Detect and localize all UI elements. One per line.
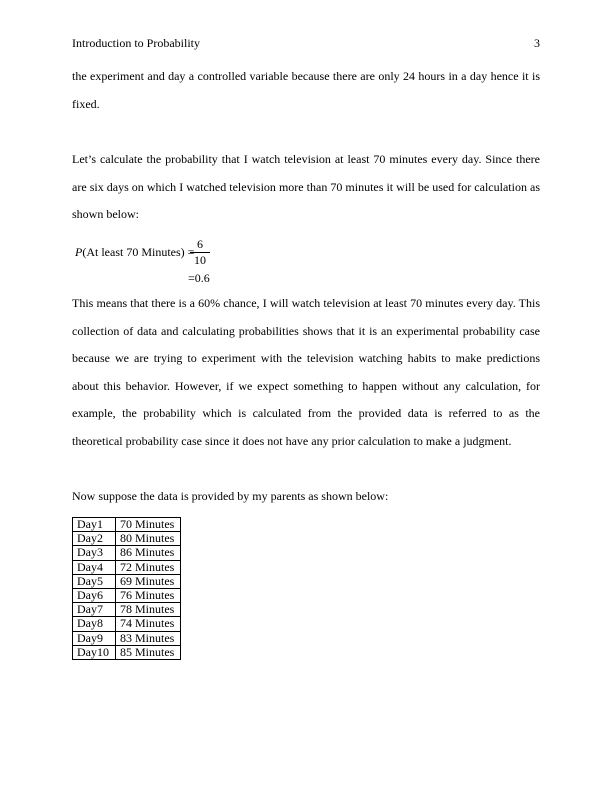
equation-equals: =	[187, 245, 195, 259]
day-cell: Day7	[73, 603, 116, 617]
equation-argument: (At least 70 Minutes)	[82, 245, 185, 259]
minutes-cell: 74 Minutes	[116, 617, 181, 631]
day-cell: Day8	[73, 617, 116, 631]
minutes-cell: 70 Minutes	[116, 518, 181, 532]
day-cell: Day9	[73, 631, 116, 645]
paragraph-explanation: This means that there is a 60% chance, I will watch television at least 70 minutes every day. This collection of data and calculating probabilities shows that it is an experimental probability case because we are trying to experiment with the television watching habits to make predictions about this behavior. However, if we expect something to happen without any calculation, for example, the probability which is calculated from the provided data is referred to as the theoretical probability case since it does not have any prior calculation to make a judgment.	[72, 296, 540, 448]
table-row	[73, 560, 181, 574]
minutes-cell: 72 Minutes	[116, 560, 181, 574]
equation-fraction	[188, 237, 212, 268]
table-row	[73, 532, 181, 546]
minutes-table	[72, 517, 181, 660]
minutes-cell: 83 Minutes	[116, 631, 181, 645]
minutes-cell: 80 Minutes	[116, 532, 181, 546]
paragraph-calculation-intro: Let’s calculate the probability that I watch television at least 70 minutes every day. Since there are six days on which I watched television more than 70 minutes it will be used for calculation as shown below:	[72, 152, 540, 222]
day-cell: Day6	[73, 589, 116, 603]
day-cell: Day2	[73, 532, 116, 546]
day-cell: Day1	[73, 518, 116, 532]
table-row	[73, 518, 181, 532]
minutes-cell: 85 Minutes	[116, 645, 181, 659]
table-row	[73, 589, 181, 603]
probability-equation	[75, 245, 194, 260]
minutes-cell: 78 Minutes	[116, 603, 181, 617]
fraction-denominator: 10	[194, 253, 206, 267]
minutes-cell: 76 Minutes	[116, 589, 181, 603]
table-row	[73, 645, 181, 659]
day-cell: Day4	[73, 560, 116, 574]
table-row	[73, 631, 181, 645]
day-cell: Day10	[73, 645, 116, 659]
day-cell: Day5	[73, 574, 116, 588]
table-row	[73, 574, 181, 588]
fraction-numerator: 6	[197, 237, 203, 251]
table-row	[73, 617, 181, 631]
minutes-cell: 69 Minutes	[116, 574, 181, 588]
paragraph-continued: the experiment and day a controlled variable because there are only 24 hours in a day hence it is fixed.	[72, 69, 540, 111]
equation-p-symbol: P	[75, 245, 83, 259]
table-row	[73, 603, 181, 617]
page-number: 3	[534, 36, 540, 50]
paragraph-parents-data: Now suppose the data is provided by my parents as shown below:	[72, 489, 389, 503]
equation-result: =0.6	[188, 271, 210, 285]
day-cell: Day3	[73, 546, 116, 560]
table-row	[73, 546, 181, 560]
running-header-title: Introduction to Probability	[72, 36, 200, 50]
minutes-cell: 86 Minutes	[116, 546, 181, 560]
